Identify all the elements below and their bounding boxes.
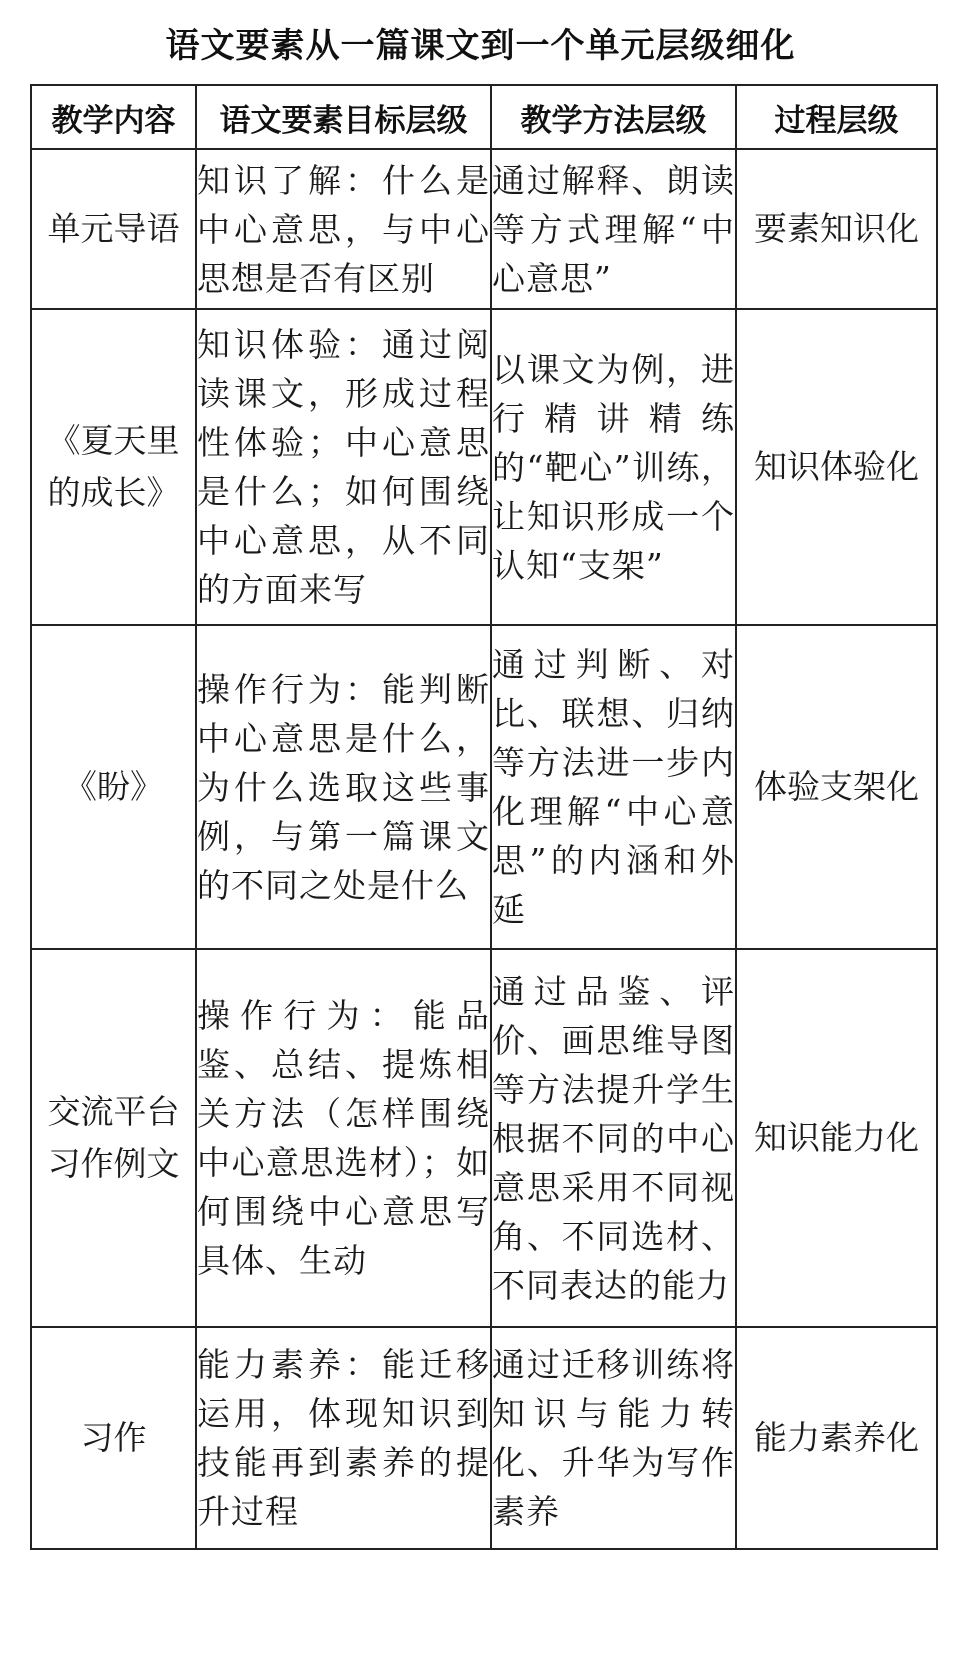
cell-goal: 操作行为：能品鉴、总结、提炼相关方法（怎样围绕中心意思选材）；如何围绕中心意思写具体、生动 [196,949,491,1327]
cell-goal: 能力素养：能迁移运用，体现知识到技能再到素养的提升过程 [196,1327,491,1549]
cell-process: 要素知识化 [736,149,937,309]
cell-method: 通过判断、对比、联想、归纳等方法进一步内化理解“中心意思”的内涵和外延 [491,625,736,949]
cell-content: 单元导语 [31,149,196,309]
table-row [31,1327,937,1549]
table-row [31,625,937,949]
cell-method: 通过品鉴、评价、画思维导图等方法提升学生根据不同的中心意思采用不同视角、不同选材、不同表达的能力 [491,949,736,1327]
header-goal-level: 语文要素目标层级 [196,85,491,149]
cell-goal: 知识了解：什么是中心意思，与中心思想是否有区别 [196,149,491,309]
cell-method: 通过迁移训练将知识与能力转化、升华为写作素养 [491,1327,736,1549]
cell-process: 知识能力化 [736,949,937,1327]
cell-process: 知识体验化 [736,309,937,625]
cell-method: 通过解释、朗读等方式理解“中心意思” [491,149,736,309]
cell-goal: 知识体验：通过阅读课文，形成过程性体验；中心意思是什么；如何围绕中心意思，从不同的方面来写 [196,309,491,625]
header-method-level: 教学方法层级 [491,85,736,149]
header-process-level: 过程层级 [736,85,937,149]
table-title: 语文要素从一篇课文到一个单元层级细化 [165,26,796,66]
table-row [31,149,937,309]
cell-goal: 操作行为：能判断中心意思是什么，为什么选取这些事例，与第一篇课文的不同之处是什么 [196,625,491,949]
table-row [31,949,937,1327]
cell-content: 《夏天里的成长》 [31,309,196,625]
header-row [31,85,937,149]
cell-process: 能力素养化 [736,1327,937,1549]
cell-content: 《盼》 [31,625,196,949]
cell-content: 习作 [31,1327,196,1549]
table-row [31,309,937,625]
header-teaching-content: 教学内容 [31,85,196,149]
teaching-levels-table [30,84,938,1550]
cell-method: 以课文为例，进行精讲精练的“靶心”训练，让知识形成一个认知“支架” [491,309,736,625]
cell-content: 交流平台习作例文 [31,949,196,1327]
cell-process: 体验支架化 [736,625,937,949]
